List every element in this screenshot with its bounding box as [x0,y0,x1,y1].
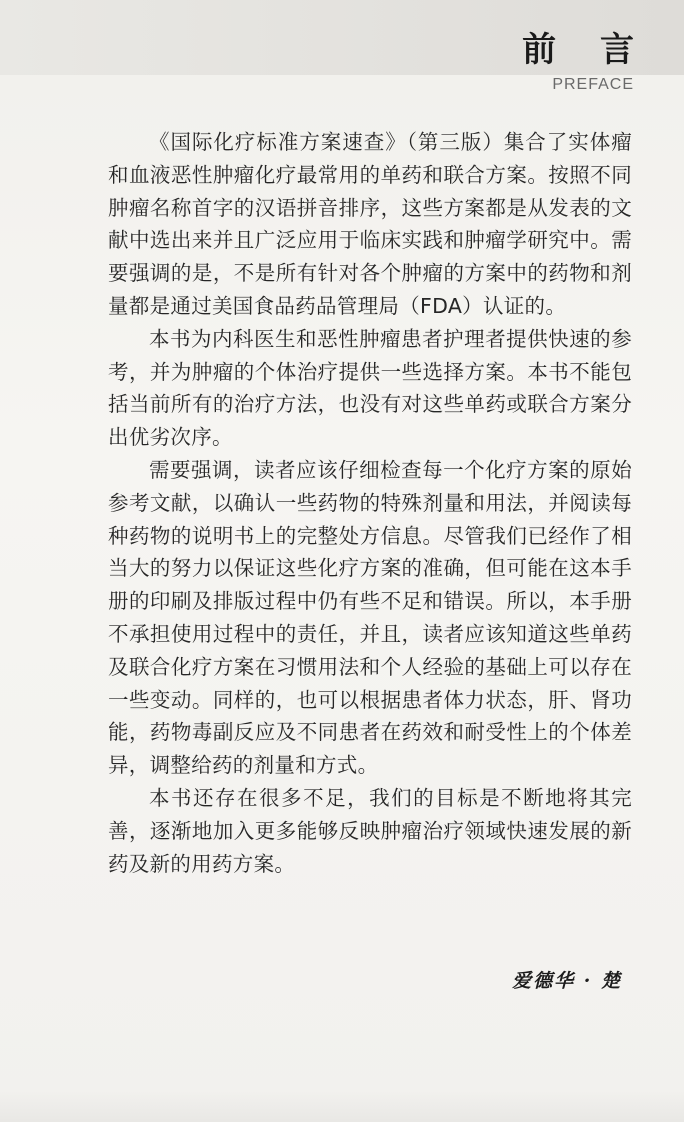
paragraph-4: 本书还存在很多不足，我们的目标是不断地将其完善，逐渐地加入更多能够反映肿瘤治疗领域快速发展的新药及新的用药方案。 [108,785,632,876]
preface-body [108,126,632,880]
page-subtitle: PREFACE [552,76,634,93]
paragraph-2: 本书为内科医生和恶性肿瘤患者护理者提供快速的参考，并为肿瘤的个体治疗提供一些选择方案。本书不能包括当前所有的治疗方法，也没有对这些单药或联合方案分出优劣次序。 [108,326,632,450]
author-signature: 爱德华 · 楚 [512,970,622,992]
bottom-shade [0,1090,684,1122]
paragraph-3: 需要强调，读者应该仔细检查每一个化疗方案的原始参考文献，以确认一些药物的特殊剂量和用法，并阅读每种药物的说明书上的完整处方信息。尽管我们已经作了相当大的努力以保证这些化疗方案的准确，但可能在这本手册的印刷及排版过程中仍有些不足和错误。所以，本手册不承担使用过程中的责任，并且，读者应该知道这些单药及联合化疗方案在习惯用法和个人经验的基础上可以存在一些变动。同样的，也可以根据患者体力状态，肝、肾功能，药物毒副反应及不同患者在药效和耐受性上的个体差异，调整给药的剂量和方式。 [108,457,632,778]
paragraph-1: 《国际化疗标准方案速查》（第三版）集合了实体瘤和血液恶性肿瘤化疗最常用的单药和联合方案。按照不同肿瘤名称首字的汉语拼音排序，这些方案都是从发表的文献中选出来并且广泛应用于临床实践和肿瘤学研究中。需要强调的是，不是所有针对各个肿瘤的方案中的药物和剂量都是通过美国食品药品管理局（FDA）认证的。 [108,130,632,318]
page-title: 前 言 [522,30,650,70]
